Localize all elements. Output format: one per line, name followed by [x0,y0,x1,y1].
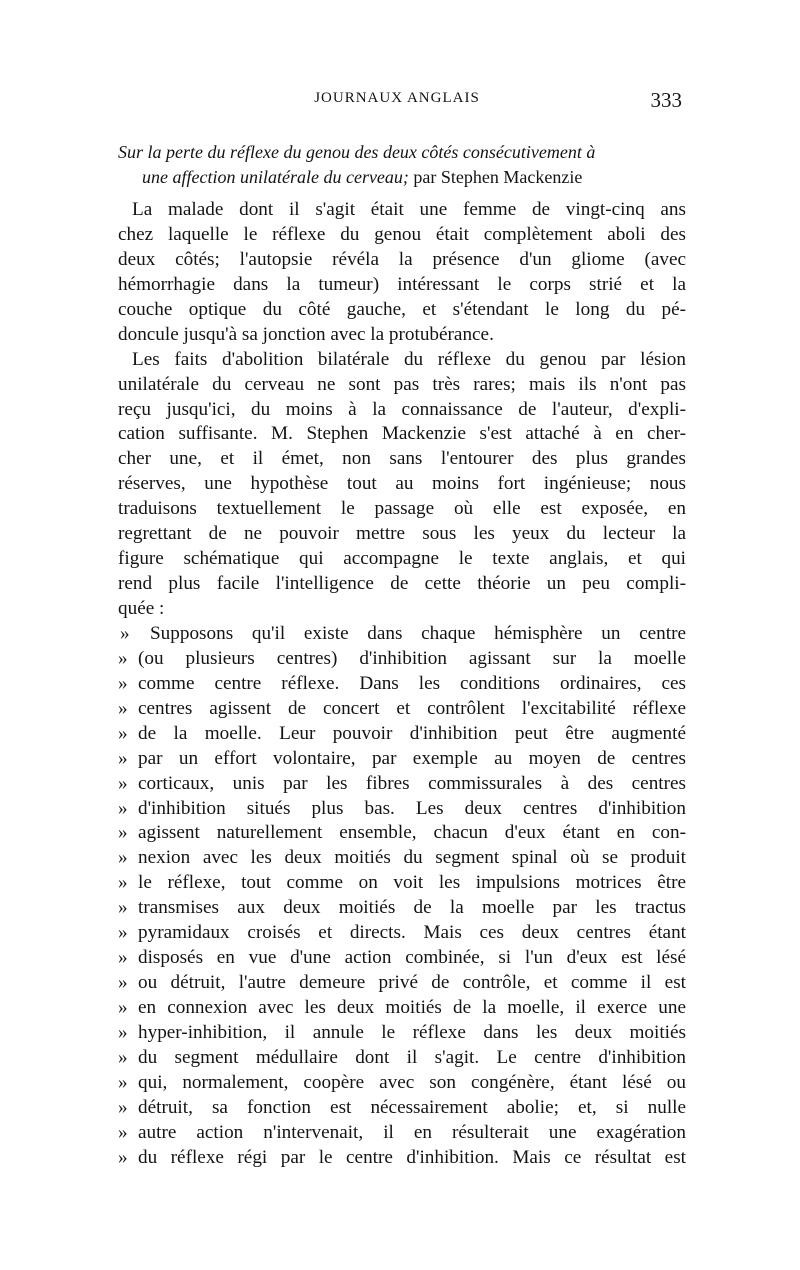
article-title-line-2: une affection unilatérale du cerveau; par Stephen Mackenzie [142,167,583,187]
quoted-passage [118,622,686,1171]
quote-mark: » [118,972,128,994]
quote-mark: » [118,647,128,669]
quote-mark: » [118,1021,128,1043]
quote-mark: » [118,922,128,944]
text-line: quée : [118,598,165,619]
quote-mark: » [118,672,128,694]
quote-mark: » [118,822,128,844]
quote-line-text: qui, normalement, coopère avec son congénère, étant lésé ou [138,1071,686,1093]
quote-line [118,971,686,996]
quote-mark: » [118,722,128,744]
quote-line-text: de la moelle. Leur pouvoir d'inhibition peut être augmenté [138,722,686,744]
quote-mark: » [118,1121,128,1143]
article-title [118,140,686,190]
text-line: doncule jusqu'à sa jonction avec la protubérance. [118,323,494,345]
quote-line-text: pyramidaux croisés et directs. Mais ces deux centres étant [138,922,686,944]
quote-mark: » [118,997,128,1018]
quote-line [118,1096,686,1121]
text-line: regrettant de ne pouvoir mettre sous les yeux du lecteur la [118,523,686,545]
quote-line-text: d'inhibition situés plus bas. Les deux centres d'inhibition [138,797,686,819]
quote-line [118,747,686,772]
quote-mark: » [120,622,130,644]
quote-mark: » [118,947,128,969]
quote-line [118,772,686,797]
quote-line [118,697,686,722]
running-header [112,90,682,114]
paragraph-2 [118,348,686,622]
text-line: traduisons textuellement le passage où elle est exposée, en [118,498,686,520]
paragraph-1 [118,198,686,348]
quote-line-text: ou détruit, l'autre demeure privé de contrôle, et comme il est [138,972,686,994]
text-line: deux côtés; l'autopsie révéla la présence d'un gliome (avec [118,248,686,270]
quote-mark: » [118,1146,128,1168]
quote-line [118,896,686,921]
text-line: couche optique du côté gauche, et s'étendant le long du pé- [118,298,686,320]
text-line: La malade dont il s'agit était une femme de vingt-cinq ans [132,199,686,220]
quote-line-text: (ou plusieurs centres) d'inhibition agissant sur la moelle [138,647,686,669]
text-line: hémorrhagie dans la tumeur) intéressant le corps strié et la [118,273,686,295]
quote-line-text: le réflexe, tout comme on voit les impulsions motrices être [138,872,686,894]
quote-mark: » [118,772,128,794]
quote-line [118,1121,686,1146]
quote-line [118,846,686,871]
quote-line [118,996,686,1021]
quote-line-text: par un effort volontaire, par exemple au moyen de centres [138,747,686,769]
body-text [118,198,686,1171]
quote-line [118,946,686,971]
quote-line-text: du réflexe régi par le centre d'inhibition. Mais ce résultat est [138,1146,686,1168]
quote-mark: » [118,747,128,769]
article-title-line-1: Sur la perte du réflexe du genou des deux côtés consécutivement à [118,142,596,162]
text-line: réserves, une hypothèse tout au moins fort ingénieuse; nous [118,473,686,495]
text-line: unilatérale du cerveau ne sont pas très rares; mais ils n'ont pas [118,373,686,395]
quote-line-text: en connexion avec les deux moitiés de la moelle, il exerce une [138,997,686,1018]
running-title: JOURNAUX ANGLAIS [314,90,480,106]
quote-mark: » [118,797,128,819]
quote-line-text: disposés en vue d'une action combinée, si l'un d'eux est lésé [138,947,686,969]
text-line: figure schématique qui accompagne le texte anglais, et qui [118,548,686,570]
quote-line-text: autre action n'intervenait, il en résulterait une exagération [138,1121,686,1143]
quote-line-text: détruit, sa fonction est nécessairement abolie; et, si nulle [138,1096,686,1118]
quote-mark: » [118,1096,128,1118]
quote-line [118,821,686,846]
text-line: cation suffisante. M. Stephen Mackenzie s'est attaché à en cher- [118,423,686,445]
text-line: cher une, et il émet, non sans l'entourer des plus grandes [118,448,686,470]
quote-line [118,871,686,896]
quote-line [118,1021,686,1046]
quote-mark: » [118,1071,128,1093]
quote-line [118,921,686,946]
quote-line [118,1146,686,1171]
quote-mark: » [118,897,128,919]
quote-line-text: Supposons qu'il existe dans chaque hémisphère un centre [150,622,686,644]
quote-line [118,1071,686,1096]
quote-line [118,672,686,697]
quote-mark: » [118,1046,128,1068]
quote-mark: » [118,872,128,894]
quote-line-text: corticaux, unis par les fibres commissurales à des centres [138,772,686,794]
text-line: rend plus facile l'intelligence de cette théorie un peu compli- [118,573,686,595]
quote-line-text: transmises aux deux moitiés de la moelle par les tractus [138,897,686,919]
quote-line [118,1046,686,1071]
quote-line [118,622,686,647]
text-line: chez laquelle le réflexe du genou était complètement aboli des [118,223,686,245]
text-line: reçu jusqu'ici, du moins à la connaissance de l'auteur, d'expli- [118,398,686,420]
quote-line [118,647,686,672]
text-line: Les faits d'abolition bilatérale du réflexe du genou par lésion [132,348,686,370]
quote-line-text: comme centre réflexe. Dans les conditions ordinaires, ces [138,672,686,694]
page-number: 333 [650,88,682,112]
article-author: par Stephen Mackenzie [408,167,583,187]
quote-line-text: du segment médullaire dont il s'agit. Le centre d'inhibition [138,1046,686,1068]
quote-mark: » [118,847,128,869]
quote-line-text: hyper-inhibition, il annule le réflexe dans les deux moitiés [138,1021,686,1043]
quote-line-text: agissent naturellement ensemble, chacun d'eux étant en con- [138,822,686,844]
quote-line [118,797,686,822]
quote-line-text: centres agissent de concert et contrôlent l'excitabilité réflexe [138,697,686,719]
quote-mark: » [118,697,128,719]
quote-line [118,722,686,747]
quote-line-text: nexion avec les deux moitiés du segment spinal où se produit [138,847,686,869]
